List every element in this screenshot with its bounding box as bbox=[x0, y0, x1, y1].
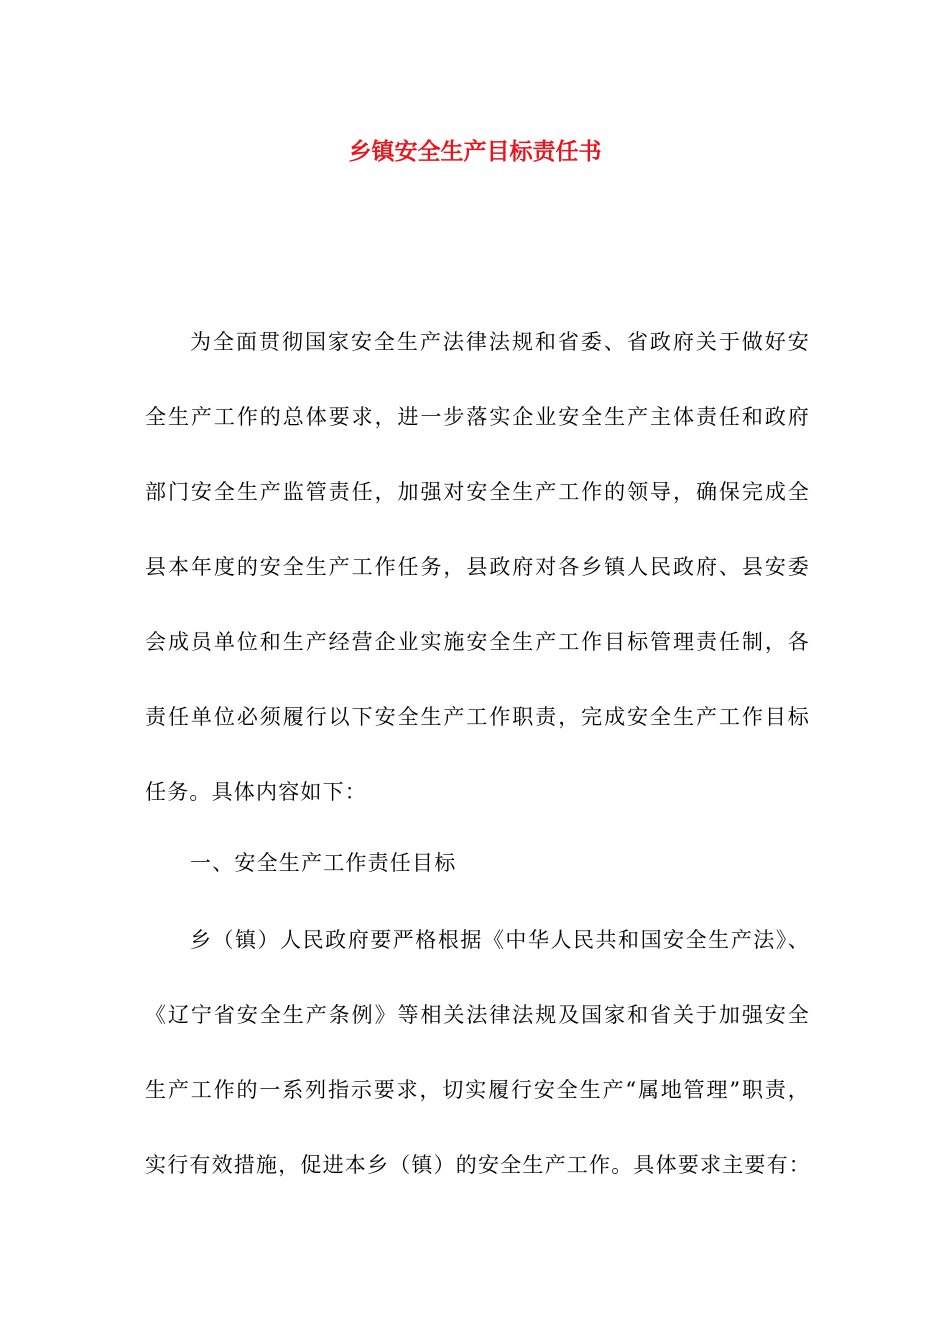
paragraph-line: 实行有效措施，促进本乡（镇）的安全生产工作。具体要求主要有： bbox=[145, 1153, 811, 1177]
paragraph-line: 部门安全生产监管责任，加强对安全生产工作的领导，确保完成全 bbox=[145, 480, 810, 504]
document-title: 乡镇安全生产目标责任书 bbox=[348, 139, 602, 165]
section-heading: 一、安全生产工作责任目标 bbox=[190, 851, 457, 875]
paragraph-line: 责任单位必须履行以下安全生产工作职责，完成安全生产工作目标 bbox=[145, 705, 810, 729]
paragraph-line: 任务。具体内容如下： bbox=[145, 780, 367, 804]
paragraph-line: 为全面贯彻国家安全生产法律法规和省委、省政府关于做好安 bbox=[190, 330, 810, 354]
paragraph-line: 县本年度的安全生产工作任务，县政府对各乡镇人民政府、县安委 bbox=[145, 555, 810, 579]
paragraph-line: 全生产工作的总体要求，进一步落实企业安全生产主体责任和政府 bbox=[145, 405, 810, 429]
paragraph-line: 《辽宁省安全生产条例》等相关法律法规及国家和省关于加强安全 bbox=[145, 1003, 810, 1027]
paragraph-line: 乡（镇）人民政府要严格根据《中华人民共和国安全生产法》、 bbox=[190, 928, 810, 952]
paragraph-line: 会成员单位和生产经营企业实施安全生产工作目标管理责任制，各 bbox=[145, 630, 810, 654]
paragraph-line: 生产工作的一系列指示要求，切实履行安全生产“属地管理”职责， bbox=[145, 1078, 810, 1102]
